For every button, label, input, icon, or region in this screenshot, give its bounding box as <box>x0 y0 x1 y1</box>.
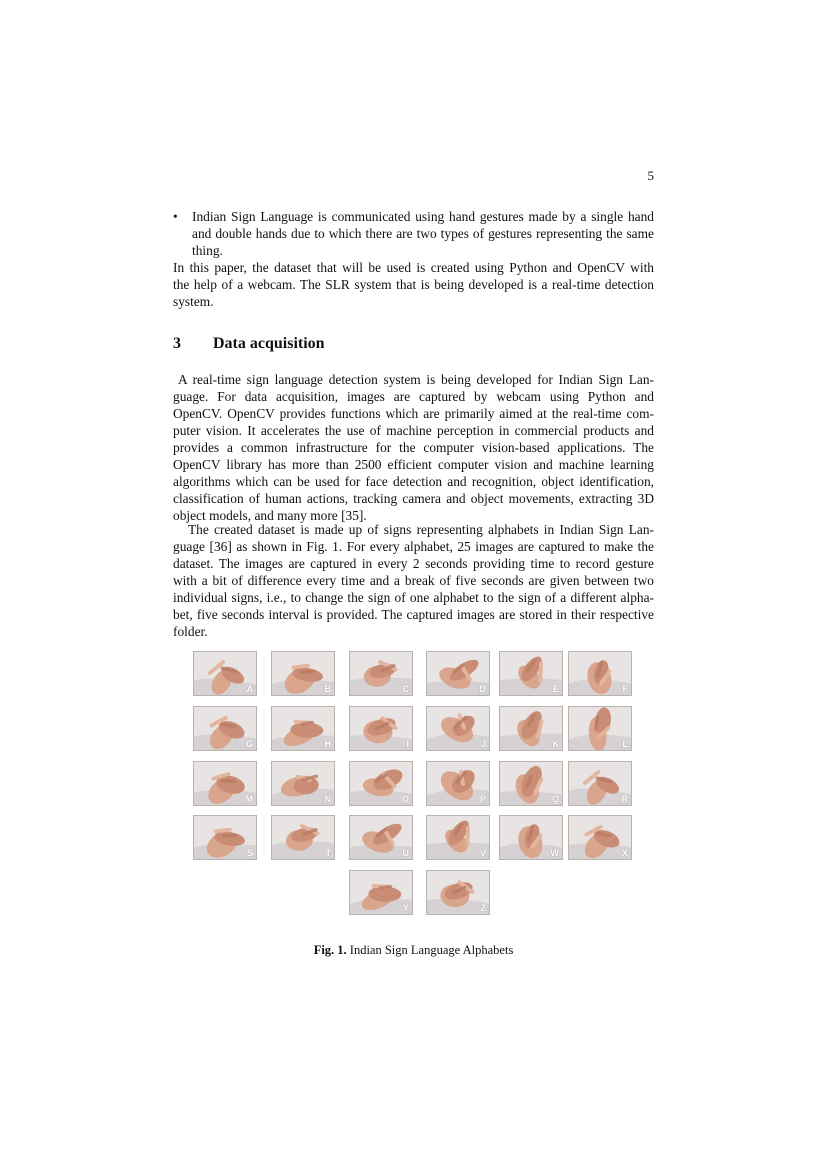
text-line: dataset. The images are captured in every 2 seconds providing time to record gesture <box>173 556 654 571</box>
sign-letter-label: R <box>621 794 628 804</box>
sign-photo-x <box>568 815 632 860</box>
text-line: Indian Sign Language is communicated using hand gestures made by a single hand <box>192 209 654 224</box>
text-line: guage [36] as shown in Fig. 1. For every alphabet, 25 images are captured to make the <box>173 539 654 554</box>
sign-photo-s <box>193 815 257 860</box>
sign-letter-label: D <box>479 684 486 694</box>
sign-letter-label: K <box>552 739 559 749</box>
sign-photo-n <box>271 761 335 806</box>
sign-letter-label: Z <box>480 903 486 913</box>
sign-letter-label: A <box>246 684 253 694</box>
sign-letter-label: F <box>622 684 628 694</box>
bullet-symbol: • <box>173 209 178 224</box>
text-line: puter vision. It accelerates the use of machine perception in commercial products and <box>173 423 654 438</box>
text-line: with a bit of difference every time and a break of five seconds are given between two <box>173 573 654 588</box>
text-line: folder. <box>173 624 208 639</box>
sign-letter-label: O <box>401 794 409 804</box>
sign-photo-u <box>349 815 413 860</box>
sign-letter-label: Q <box>551 794 559 804</box>
sign-letter-label: G <box>245 739 253 749</box>
text-line: algorithms which can be used for face detection and recognition, object identification, <box>173 474 654 489</box>
text-line: A real-time sign language detection system is being developed for Indian Sign Lan- <box>173 372 654 387</box>
sign-photo-c <box>349 651 413 696</box>
sign-letter-label: V <box>479 848 486 858</box>
figure-caption-label: Fig. 1. <box>313 943 347 957</box>
sign-photo-q <box>499 761 563 806</box>
sign-photo-f <box>568 651 632 696</box>
text-line: system. <box>173 294 214 309</box>
sign-photo-y <box>349 870 413 915</box>
hand-gesture-image <box>350 707 412 750</box>
sign-photo-k <box>499 706 563 751</box>
bullet-item <box>173 208 654 259</box>
text-line: thing. <box>192 243 223 258</box>
sign-photo-m <box>193 761 257 806</box>
sign-letter-label: N <box>324 794 331 804</box>
sign-photo-z <box>426 870 490 915</box>
page-number: 5 <box>647 168 654 183</box>
sign-photo-e <box>499 651 563 696</box>
text-line: OpenCV. OpenCV provides functions which are primarily aimed at the real-time com- <box>173 406 654 421</box>
section-number: 3 <box>173 335 181 352</box>
text-line: The created dataset is made up of signs representing alphabets in Indian Sign Lan- <box>188 522 654 537</box>
figure-sign-alphabet-grid <box>193 651 634 919</box>
sign-letter-label: H <box>324 739 331 749</box>
sign-photo-d <box>426 651 490 696</box>
sign-photo-a <box>193 651 257 696</box>
sign-photo-r <box>568 761 632 806</box>
section-title: Data acquisition <box>213 335 325 352</box>
bullet-text <box>192 208 654 259</box>
text-line: and double hands due to which there are two types of gestures representing the same <box>192 226 654 241</box>
sign-photo-p <box>426 761 490 806</box>
sign-letter-label: E <box>552 684 559 694</box>
sign-letter-label: M <box>245 794 253 804</box>
text-line: OpenCV library has more than 2500 efficient computer vision and machine learning <box>173 457 654 472</box>
sign-letter-label: S <box>246 848 253 858</box>
sign-letter-label: C <box>402 684 409 694</box>
sign-letter-label: W <box>550 848 559 858</box>
sign-photo-v <box>426 815 490 860</box>
sign-letter-label: P <box>479 794 486 804</box>
paragraph-intro <box>173 259 654 310</box>
sign-photo-o <box>349 761 413 806</box>
hand-gesture-image <box>427 707 489 750</box>
sign-letter-label: Y <box>402 903 409 913</box>
sign-letter-label: J <box>480 739 486 749</box>
text-line: the help of a webcam. The SLR system that is being developed is a real-time detection <box>173 277 654 292</box>
sign-photo-i <box>349 706 413 751</box>
text-line: In this paper, the dataset that will be used is created using Python and OpenCV with <box>173 260 654 275</box>
sign-photo-b <box>271 651 335 696</box>
text-line: bet, five seconds interval is provided. The captured images are stored in their respective <box>173 607 654 622</box>
section-heading <box>173 335 325 353</box>
text-line: provides a common infrastructure for the computer vision-based applications. The <box>173 440 654 455</box>
sign-letter-label: T <box>325 848 331 858</box>
figure-caption-text: Indian Sign Language Alphabets <box>346 943 514 957</box>
sign-photo-g <box>193 706 257 751</box>
sign-photo-h <box>271 706 335 751</box>
text-line: individual signs, i.e., to change the sign of one alphabet to the sign of a different alpha- <box>173 590 654 605</box>
sign-letter-label: L <box>622 739 628 749</box>
text-line: object models, and many more [35]. <box>173 508 367 523</box>
sign-photo-l <box>568 706 632 751</box>
text-line: guage. For data acquisition, images are captured by webcam using Python and <box>173 389 654 404</box>
sign-letter-label: B <box>324 684 331 694</box>
paragraph-dataset <box>173 521 654 640</box>
sign-photo-t <box>271 815 335 860</box>
paragraph-data-acquisition <box>173 371 654 524</box>
sign-photo-w <box>499 815 563 860</box>
sign-photo-j <box>426 706 490 751</box>
sign-letter-label: U <box>402 848 409 858</box>
sign-letter-label: X <box>621 848 628 858</box>
figure-caption <box>173 943 654 958</box>
text-line: classification of human actions, tracking camera and object movements, extracting 3D <box>173 491 654 506</box>
sign-letter-label: I <box>406 739 409 749</box>
